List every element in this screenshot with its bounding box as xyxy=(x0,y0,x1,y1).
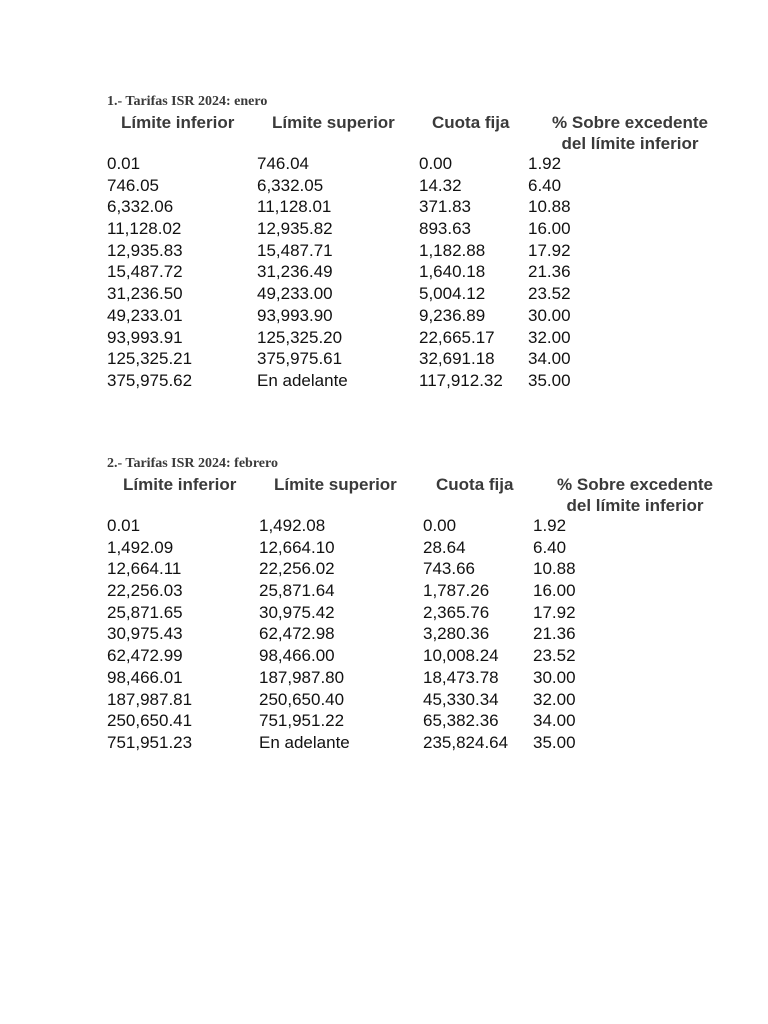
cuota-fija-cell: 893.63 xyxy=(419,219,471,239)
limite-inferior-cell: 30,975.43 xyxy=(107,624,183,644)
cuota-fija-cell: 22,665.17 xyxy=(419,327,495,347)
porcentaje-cell: 34.00 xyxy=(528,349,571,369)
cuota-fija-cell: 18,473.78 xyxy=(423,667,499,687)
porcentaje-cell: 10.88 xyxy=(528,197,571,217)
cuota-fija-cell: 2,365.76 xyxy=(423,602,490,622)
limite-superior-cell: 751,951.22 xyxy=(259,711,345,731)
table-row xyxy=(0,515,768,537)
limite-superior-cell: En adelante xyxy=(259,732,350,752)
limite-inferior-cell: 746.05 xyxy=(107,175,159,195)
porcentaje-cell: 35.00 xyxy=(533,732,576,752)
limite-superior-cell: En adelante xyxy=(257,370,348,390)
limite-superior-cell: 187,987.80 xyxy=(259,667,345,687)
cuota-fija-cell: 10,008.24 xyxy=(423,646,499,666)
limite-inferior-cell: 62,472.99 xyxy=(107,646,183,666)
table-row xyxy=(0,327,768,349)
porcentaje-cell: 10.88 xyxy=(533,559,576,579)
limite-superior-cell: 15,487.71 xyxy=(257,240,333,260)
cuota-fija-cell: 0.00 xyxy=(419,154,453,173)
limite-superior-cell: 31,236.49 xyxy=(257,262,333,282)
cuota-fija-cell: 14.32 xyxy=(419,175,462,195)
limite-superior-cell: 746.04 xyxy=(257,154,309,173)
table-row xyxy=(0,645,768,667)
tarifas-table-body xyxy=(0,515,768,754)
porcentaje-cell: 1.92 xyxy=(533,516,567,535)
porcentaje-cell: 21.36 xyxy=(533,624,576,644)
section-title: 2.- Tarifas ISR 2024: febrero xyxy=(107,456,278,471)
table-row xyxy=(0,305,768,327)
limite-inferior-cell: 12,935.83 xyxy=(107,240,183,260)
limite-superior-cell: 22,256.02 xyxy=(259,559,335,579)
header-limite-inferior: Límite inferior xyxy=(123,475,237,494)
limite-superior-cell: 11,128.01 xyxy=(257,197,332,217)
section-title: 1.- Tarifas ISR 2024: enero xyxy=(107,94,268,109)
porcentaje-cell: 6.40 xyxy=(528,175,562,195)
table-row xyxy=(0,623,768,645)
table-row xyxy=(0,602,768,624)
limite-superior-cell: 125,325.20 xyxy=(257,327,343,347)
table-row xyxy=(0,537,768,559)
limite-superior-cell: 12,664.10 xyxy=(259,537,335,557)
limite-superior-cell: 62,472.98 xyxy=(259,624,335,644)
limite-inferior-cell: 187,987.81 xyxy=(107,689,193,709)
limite-superior-cell: 98,466.00 xyxy=(259,646,335,666)
table-row xyxy=(0,370,768,392)
header-porcentaje-excedente: % Sobre excedente del límite inferior xyxy=(557,475,713,515)
cuota-fija-cell: 32,691.18 xyxy=(419,349,495,369)
porcentaje-cell: 17.92 xyxy=(528,240,571,260)
porcentaje-cell: 32.00 xyxy=(533,689,576,709)
porcentaje-cell: 35.00 xyxy=(528,370,571,390)
porcentaje-cell: 32.00 xyxy=(528,327,571,347)
cuota-fija-cell: 45,330.34 xyxy=(423,689,499,709)
cuota-fija-cell: 1,182.88 xyxy=(419,240,486,260)
limite-inferior-cell: 98,466.01 xyxy=(107,667,183,687)
porcentaje-cell: 21.36 xyxy=(528,262,571,282)
table-row xyxy=(0,218,768,240)
limite-superior-cell: 49,233.00 xyxy=(257,284,333,304)
header-limite-superior: Límite superior xyxy=(272,113,395,132)
header-limite-superior: Límite superior xyxy=(274,475,397,494)
limite-inferior-cell: 25,871.65 xyxy=(107,602,183,622)
limite-superior-cell: 6,332.05 xyxy=(257,175,324,195)
limite-inferior-cell: 375,975.62 xyxy=(107,370,193,390)
porcentaje-cell: 23.52 xyxy=(533,646,576,666)
cuota-fija-cell: 5,004.12 xyxy=(419,284,486,304)
header-porcentaje-excedente: % Sobre excedente del límite inferior xyxy=(552,113,708,153)
limite-inferior-cell: 93,993.91 xyxy=(107,327,183,347)
table-row xyxy=(0,732,768,754)
cuota-fija-cell: 1,787.26 xyxy=(423,581,490,601)
header-cuota-fija: Cuota fija xyxy=(432,113,510,132)
cuota-fija-cell: 3,280.36 xyxy=(423,624,490,644)
table-row xyxy=(0,153,768,175)
limite-inferior-cell: 15,487.72 xyxy=(107,262,183,282)
table-row xyxy=(0,558,768,580)
tarifas-table-body xyxy=(0,153,768,392)
limite-superior-cell: 93,993.90 xyxy=(257,305,333,325)
limite-superior-cell: 30,975.42 xyxy=(259,602,335,622)
limite-superior-cell: 12,935.82 xyxy=(257,219,333,239)
limite-inferior-cell: 751,951.23 xyxy=(107,732,193,752)
porcentaje-cell: 16.00 xyxy=(533,581,576,601)
limite-inferior-cell: 12,664.11 xyxy=(107,559,182,579)
table-row xyxy=(0,667,768,689)
limite-inferior-cell: 49,233.01 xyxy=(107,305,183,325)
table-row xyxy=(0,580,768,602)
limite-inferior-cell: 0.01 xyxy=(107,154,141,173)
porcentaje-cell: 6.40 xyxy=(533,537,567,557)
porcentaje-cell: 30.00 xyxy=(533,667,576,687)
table-row xyxy=(0,348,768,370)
limite-inferior-cell: 31,236.50 xyxy=(107,284,183,304)
cuota-fija-cell: 9,236.89 xyxy=(419,305,486,325)
table-row xyxy=(0,283,768,305)
limite-inferior-cell: 1,492.09 xyxy=(107,537,174,557)
cuota-fija-cell: 1,640.18 xyxy=(419,262,486,282)
cuota-fija-cell: 371.83 xyxy=(419,197,471,217)
table-row xyxy=(0,196,768,218)
cuota-fija-cell: 28.64 xyxy=(423,537,466,557)
table-row xyxy=(0,240,768,262)
limite-inferior-cell: 11,128.02 xyxy=(107,219,182,239)
header-cuota-fija: Cuota fija xyxy=(436,475,514,494)
limite-superior-cell: 1,492.08 xyxy=(259,516,326,535)
limite-inferior-cell: 0.01 xyxy=(107,516,141,535)
limite-superior-cell: 375,975.61 xyxy=(257,349,343,369)
porcentaje-cell: 30.00 xyxy=(528,305,571,325)
limite-inferior-cell: 22,256.03 xyxy=(107,581,183,601)
limite-superior-cell: 250,650.40 xyxy=(259,689,345,709)
limite-superior-cell: 25,871.64 xyxy=(259,581,335,601)
cuota-fija-cell: 65,382.36 xyxy=(423,711,499,731)
porcentaje-cell: 34.00 xyxy=(533,711,576,731)
table-row xyxy=(0,261,768,283)
table-row xyxy=(0,689,768,711)
porcentaje-cell: 1.92 xyxy=(528,154,562,173)
porcentaje-cell: 23.52 xyxy=(528,284,571,304)
cuota-fija-cell: 117,912.32 xyxy=(419,370,503,390)
table-row xyxy=(0,175,768,197)
limite-inferior-cell: 125,325.21 xyxy=(107,349,193,369)
cuota-fija-cell: 0.00 xyxy=(423,516,457,535)
porcentaje-cell: 17.92 xyxy=(533,602,576,622)
cuota-fija-cell: 743.66 xyxy=(423,559,475,579)
cuota-fija-cell: 235,824.64 xyxy=(423,732,509,752)
limite-inferior-cell: 250,650.41 xyxy=(107,711,193,731)
table-row xyxy=(0,710,768,732)
limite-inferior-cell: 6,332.06 xyxy=(107,197,174,217)
header-limite-inferior: Límite inferior xyxy=(121,113,235,132)
porcentaje-cell: 16.00 xyxy=(528,219,571,239)
